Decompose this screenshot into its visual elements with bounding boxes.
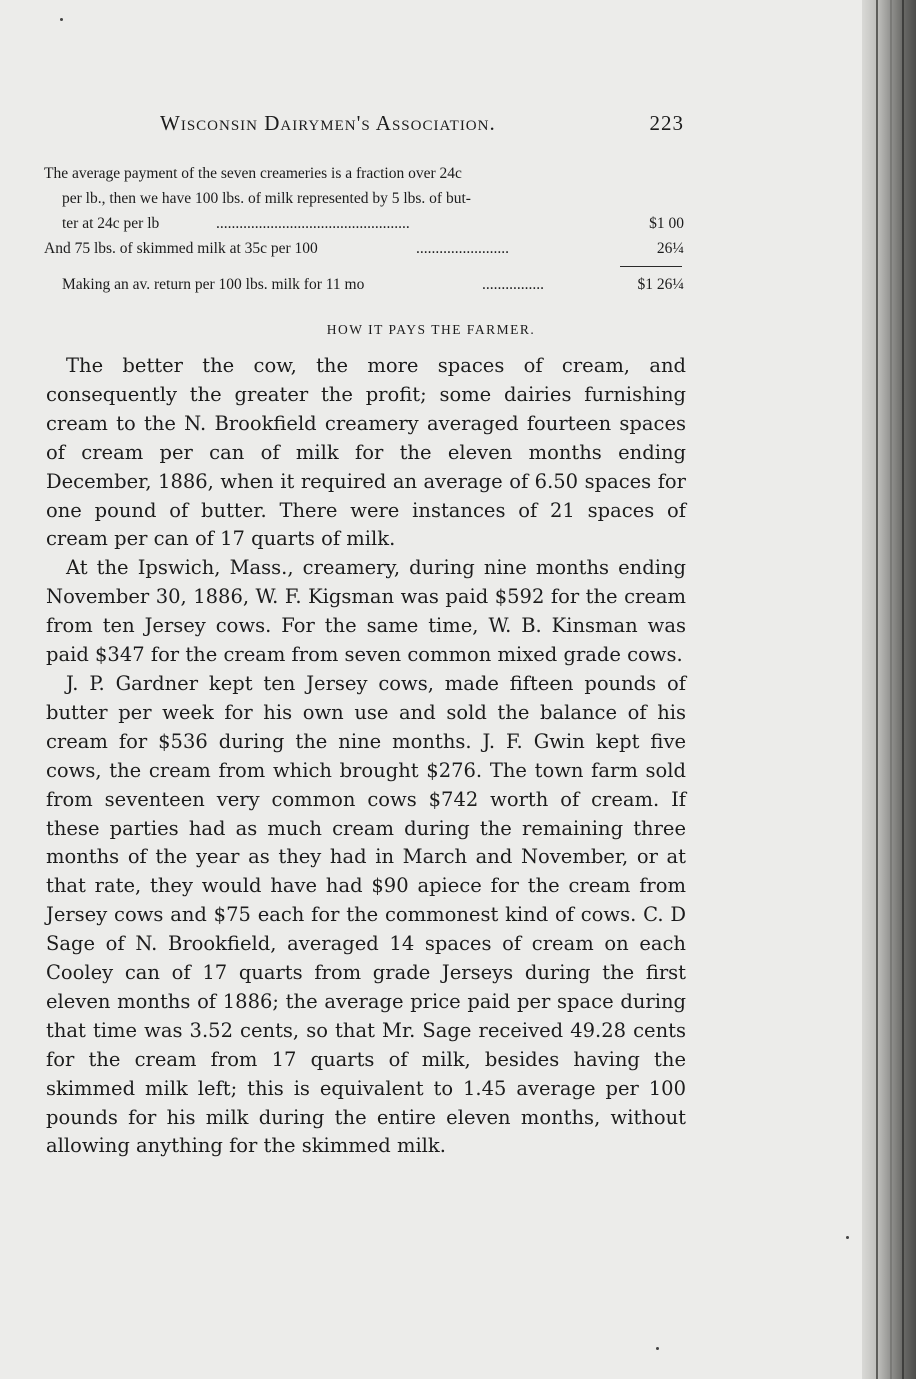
body-text	[46, 352, 686, 1161]
account-total-line	[62, 274, 684, 296]
speck-mark	[656, 1347, 659, 1350]
account-line-text: Making an av. return per 100 lbs. milk for 11 mo	[62, 276, 365, 293]
account-line-1	[44, 163, 684, 185]
section-heading: HOW IT PAYS THE FARMER.	[326, 322, 536, 337]
account-line-text: And 75 lbs. of skimmed milk at 35c per 100	[44, 240, 318, 257]
running-header	[160, 111, 684, 141]
speck-mark	[60, 18, 63, 21]
account-line-4	[44, 238, 684, 260]
account-line-text: The average payment of the seven creameries is a fraction over 24c	[44, 165, 462, 182]
page-number: 223	[649, 111, 684, 135]
account-line-3	[62, 213, 684, 235]
binding-line	[890, 0, 892, 1379]
paragraph: J. P. Gardner kept ten Jersey cows, made fifteen pounds of butter per week for his own use and sold the balance of his cream for $536 during the nine months. J. F. Gwin kept five cows, the cream from which brought $276. The town farm sold from seventeen very common cows $742 worth of cream. If these parties had as much cream during the remaining three months of the year as they had in March and November, or at that rate, they would have had $90 apiece for the cream from Jersey cows and $75 each for the commonest kind of cows. C. D Sage of N. Brookfield, averaged 14 spaces of cream on each Cooley can of 17 quarts from grade Jerseys during the first eleven months of 1886; the average price paid per space during that time was 3.52 cents, so that Mr. Sage received 49.28 cents for the cream from 17 quarts of milk, besides having the skimmed milk left; this is equivalent to 1.45 average per 100 pounds for his milk during the entire eleven months, without allowing anything for the skimmed milk.	[46, 671, 686, 1158]
dot-leader: ................	[482, 276, 544, 293]
account-line-2	[62, 188, 684, 210]
dot-leader: ........................	[416, 240, 509, 257]
speck-mark	[846, 1236, 849, 1239]
paragraph: At the Ipswich, Mass., creamery, during nine months ending November 30, 1886, W. F. Kigsman was paid $592 for the cream from ten Jersey cows. For the same time, W. B. Kinsman was paid $347 for the cream from seven common mixed grade cows.	[46, 556, 686, 667]
account-line-text: ter at 24c per lb	[62, 215, 160, 232]
paragraph: The better the cow, the more spaces of cream, and consequently the greater the profit; some dairies furnishing cream to the N. Brookfield creamery averaged fourteen spaces of cream per can of milk for the eleven months ending December, 1886, when it required an average of 6.50 spaces for one pound of butter. There were instances of 21 spaces of cream per can of 17 quarts of milk.	[46, 354, 686, 551]
account-line-text: per lb., then we have 100 lbs. of milk represented by 5 lbs. of but-	[62, 190, 471, 207]
sum-rule	[620, 266, 682, 267]
book-binding-edge	[862, 0, 916, 1379]
binding-line	[902, 0, 904, 1379]
running-title: Wisconsin Dairymen's Association.	[160, 111, 496, 135]
account-amount: $1 26¼	[637, 276, 684, 293]
account-amount: $1 00	[649, 215, 684, 232]
dot-leader: ..................................................	[216, 215, 410, 232]
account-amount: 26¼	[656, 240, 684, 257]
binding-line	[876, 0, 878, 1379]
